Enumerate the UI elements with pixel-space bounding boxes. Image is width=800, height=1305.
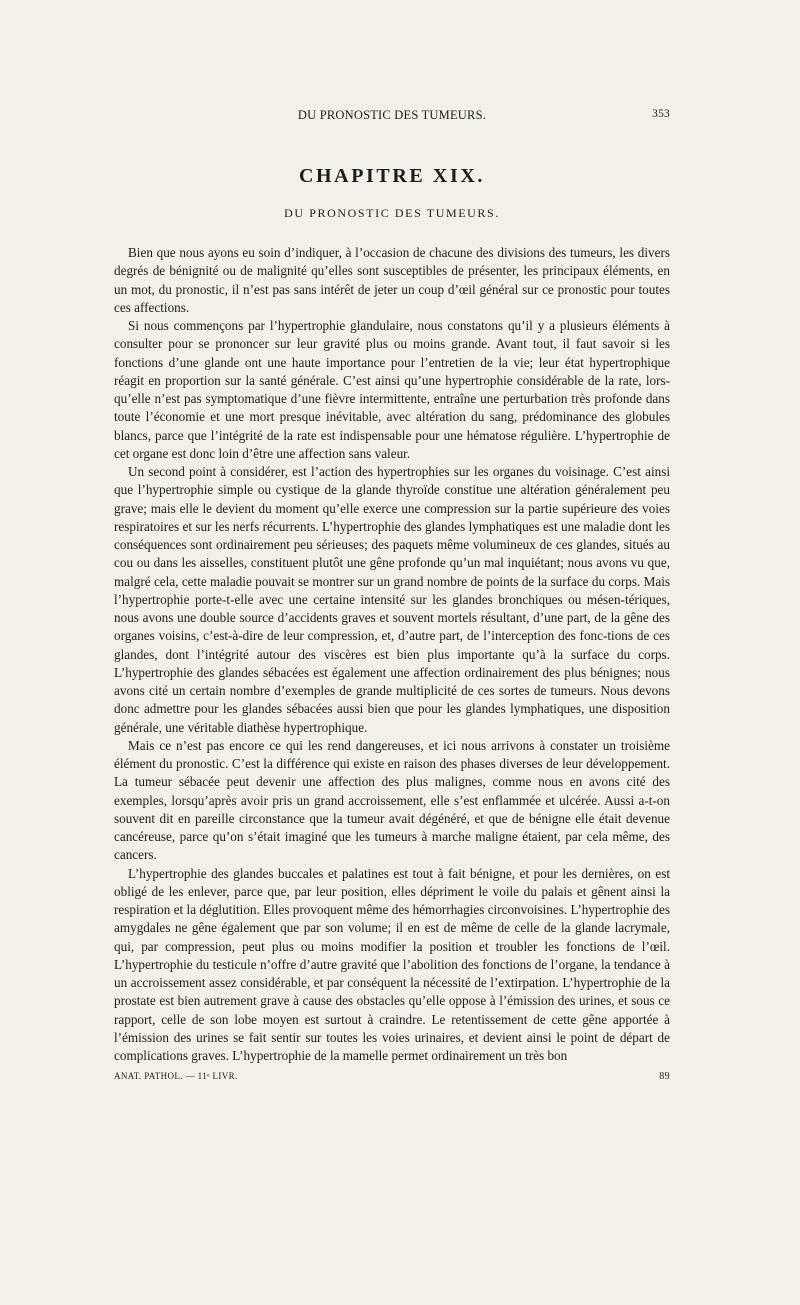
chapter-heading: CHAPITRE XIX. bbox=[298, 165, 486, 187]
body-text bbox=[114, 244, 670, 1065]
page-number: 353 bbox=[652, 108, 670, 120]
running-head bbox=[114, 108, 670, 126]
chapter-subtitle: DU PRONOSTIC DES TUMEURS. bbox=[284, 206, 500, 220]
signature-mark: ANAT. PATHOL. — 11ᵉ LIVR. bbox=[114, 1071, 238, 1081]
running-title: DU PRONOSTIC DES TUMEURS. bbox=[297, 108, 487, 122]
paragraph: Si nous commençons par l’hypertrophie glandulaire, nous constatons qu’il y a plusieurs éléments à consulter pour se prononcer sur leur gravité plus ou moins grande. Avant tout, il faut savoir si les fonctions d’une glande ont une haute importance pour l’entretien de la vie; leur état hypertrophique réagit en proportion sur la santé générale. C’est ainsi qu’une hypertrophie considérable de la rate, lors-qu’elle n’est pas symptomatique d’une fièvre intermittente, entraîne une perturbation très profonde dans toute l’économie et une mort presque inévitable, avec altération du sang, prédominance des globules blancs, parce que l’intégrité de la rate est indispensable pour une hématose régulière. L’hypertrophie de cet organe est donc loin d’être une affection sans valeur. bbox=[114, 318, 670, 461]
paragraph: Bien que nous ayons eu soin d’indiquer, à l’occasion de chacune des divisions des tumeurs, les divers degrés de bénignité ou de malignité qu’elles sont susceptibles de présenter, les principaux éléments, en un mot, du pronostic, il n’est pas sans intérêt de jeter un coup d’œil général sur ce pronostic pour toutes ces affections. bbox=[114, 245, 670, 315]
paragraph: Mais ce n’est pas encore ce qui les rend dangereuses, et ici nous arrivons à constater un troisième élément du pronostic. C’est la différence qui existe en raison des phases diverses de leur développement. La tumeur sébacée peut devenir une affection des plus malignes, comme nous en avons cité des exemples, lorsqu’après avoir pris un grand accroissement, elle s’est enflammée et ulcérée. Aussi a-t-on souvent dit en pareille circonstance que la tumeur avait dégénéré, et que de bénigne elle était devenue cancéreuse, parce qu’on s’était imaginé que les tumeurs à marche maligne étaient, par cela même, des cancers. bbox=[114, 737, 670, 863]
sheet-number: 89 bbox=[659, 1071, 670, 1082]
page-footer bbox=[114, 1071, 670, 1085]
paragraph: L’hypertrophie des glandes buccales et palatines est tout à fait bénigne, et pour les dernières, on est obligé de les enlever, parce que, par leur position, elles dépriment le voile du palais et gênent ainsi la respiration et la déglutition. Elles provoquent même des hémorrhagies circonvoisines. L’hypertrophie des amygdales ne gêne également que par son volume; il en est de même de celle de la glande lacrymale, qui, par compression, peut plus ou moins modifier la position et troubler les fonctions de l’œil. L’hypertrophie du testicule n’offre d’autre gravité que l’abolition des fonctions de l’organe, la tendance à un accroissement assez considérable, et par conséquent la nécessité de l’extirpation. L’hypertrophie de la prostate est bien autrement grave à cause des obstacles qu’elle oppose à l’émission des urines, et sous ce rapport, celle de son lobe moyen est surtout à craindre. Le retentissement de cette gêne apportée à l’émission des urines se fait sentir sur toutes les voies urinaires, et devient ainsi le point de départ de complications graves. L’hypertrophie de la mamelle permet ordinairement un très bon bbox=[114, 865, 670, 1063]
paragraph: Un second point à considérer, est l’action des hypertrophies sur les organes du voisinage. C’est ainsi que l’hypertrophie simple ou cystique de la glande thyroïde constitue une altération généralement peu grave; mais elle le devient du moment qu’elle exerce une compression sur la partie supérieure des voies respiratoires et sur les nerfs récurrents. L’hypertrophie des glandes lymphatiques est une maladie dont les conséquences sont ordinairement peu sérieuses; des paquets même volumineux de ces glandes, situés au cou ou dans les aisselles, constituent plutôt une gêne profonde qu’un mal inquiétant; nous avons vu que, malgré cela, cette maladie pouvait se montrer sur un grand nombre de points de la surface du corps. Mais l’hypertrophie porte-t-elle avec une certaine intensité sur les glandes bronchiques ou mésen-tériques, nous avons une double source d’accidents graves et souvent mortels résultant, d’une part, de la gêne des organes voisins, c’est-à-dire de leur compression, et, d’autre part, de l’interception des fonc-tions de ces glandes, dont l’intégrité autour des viscères est bien plus importante qu’à la surface du corps. L’hypertrophie des glandes sébacées est également une affection ordinairement des plus bénignes; nous avons cité un certain nombre d’exemples de grande multiplicité de ces sortes de tumeurs. Nous devons donc admettre pour les glandes sébacées aussi bien que pour les glandes lymphatiques, une disposition générale, une véritable diathèse hypertrophique. bbox=[114, 464, 670, 735]
